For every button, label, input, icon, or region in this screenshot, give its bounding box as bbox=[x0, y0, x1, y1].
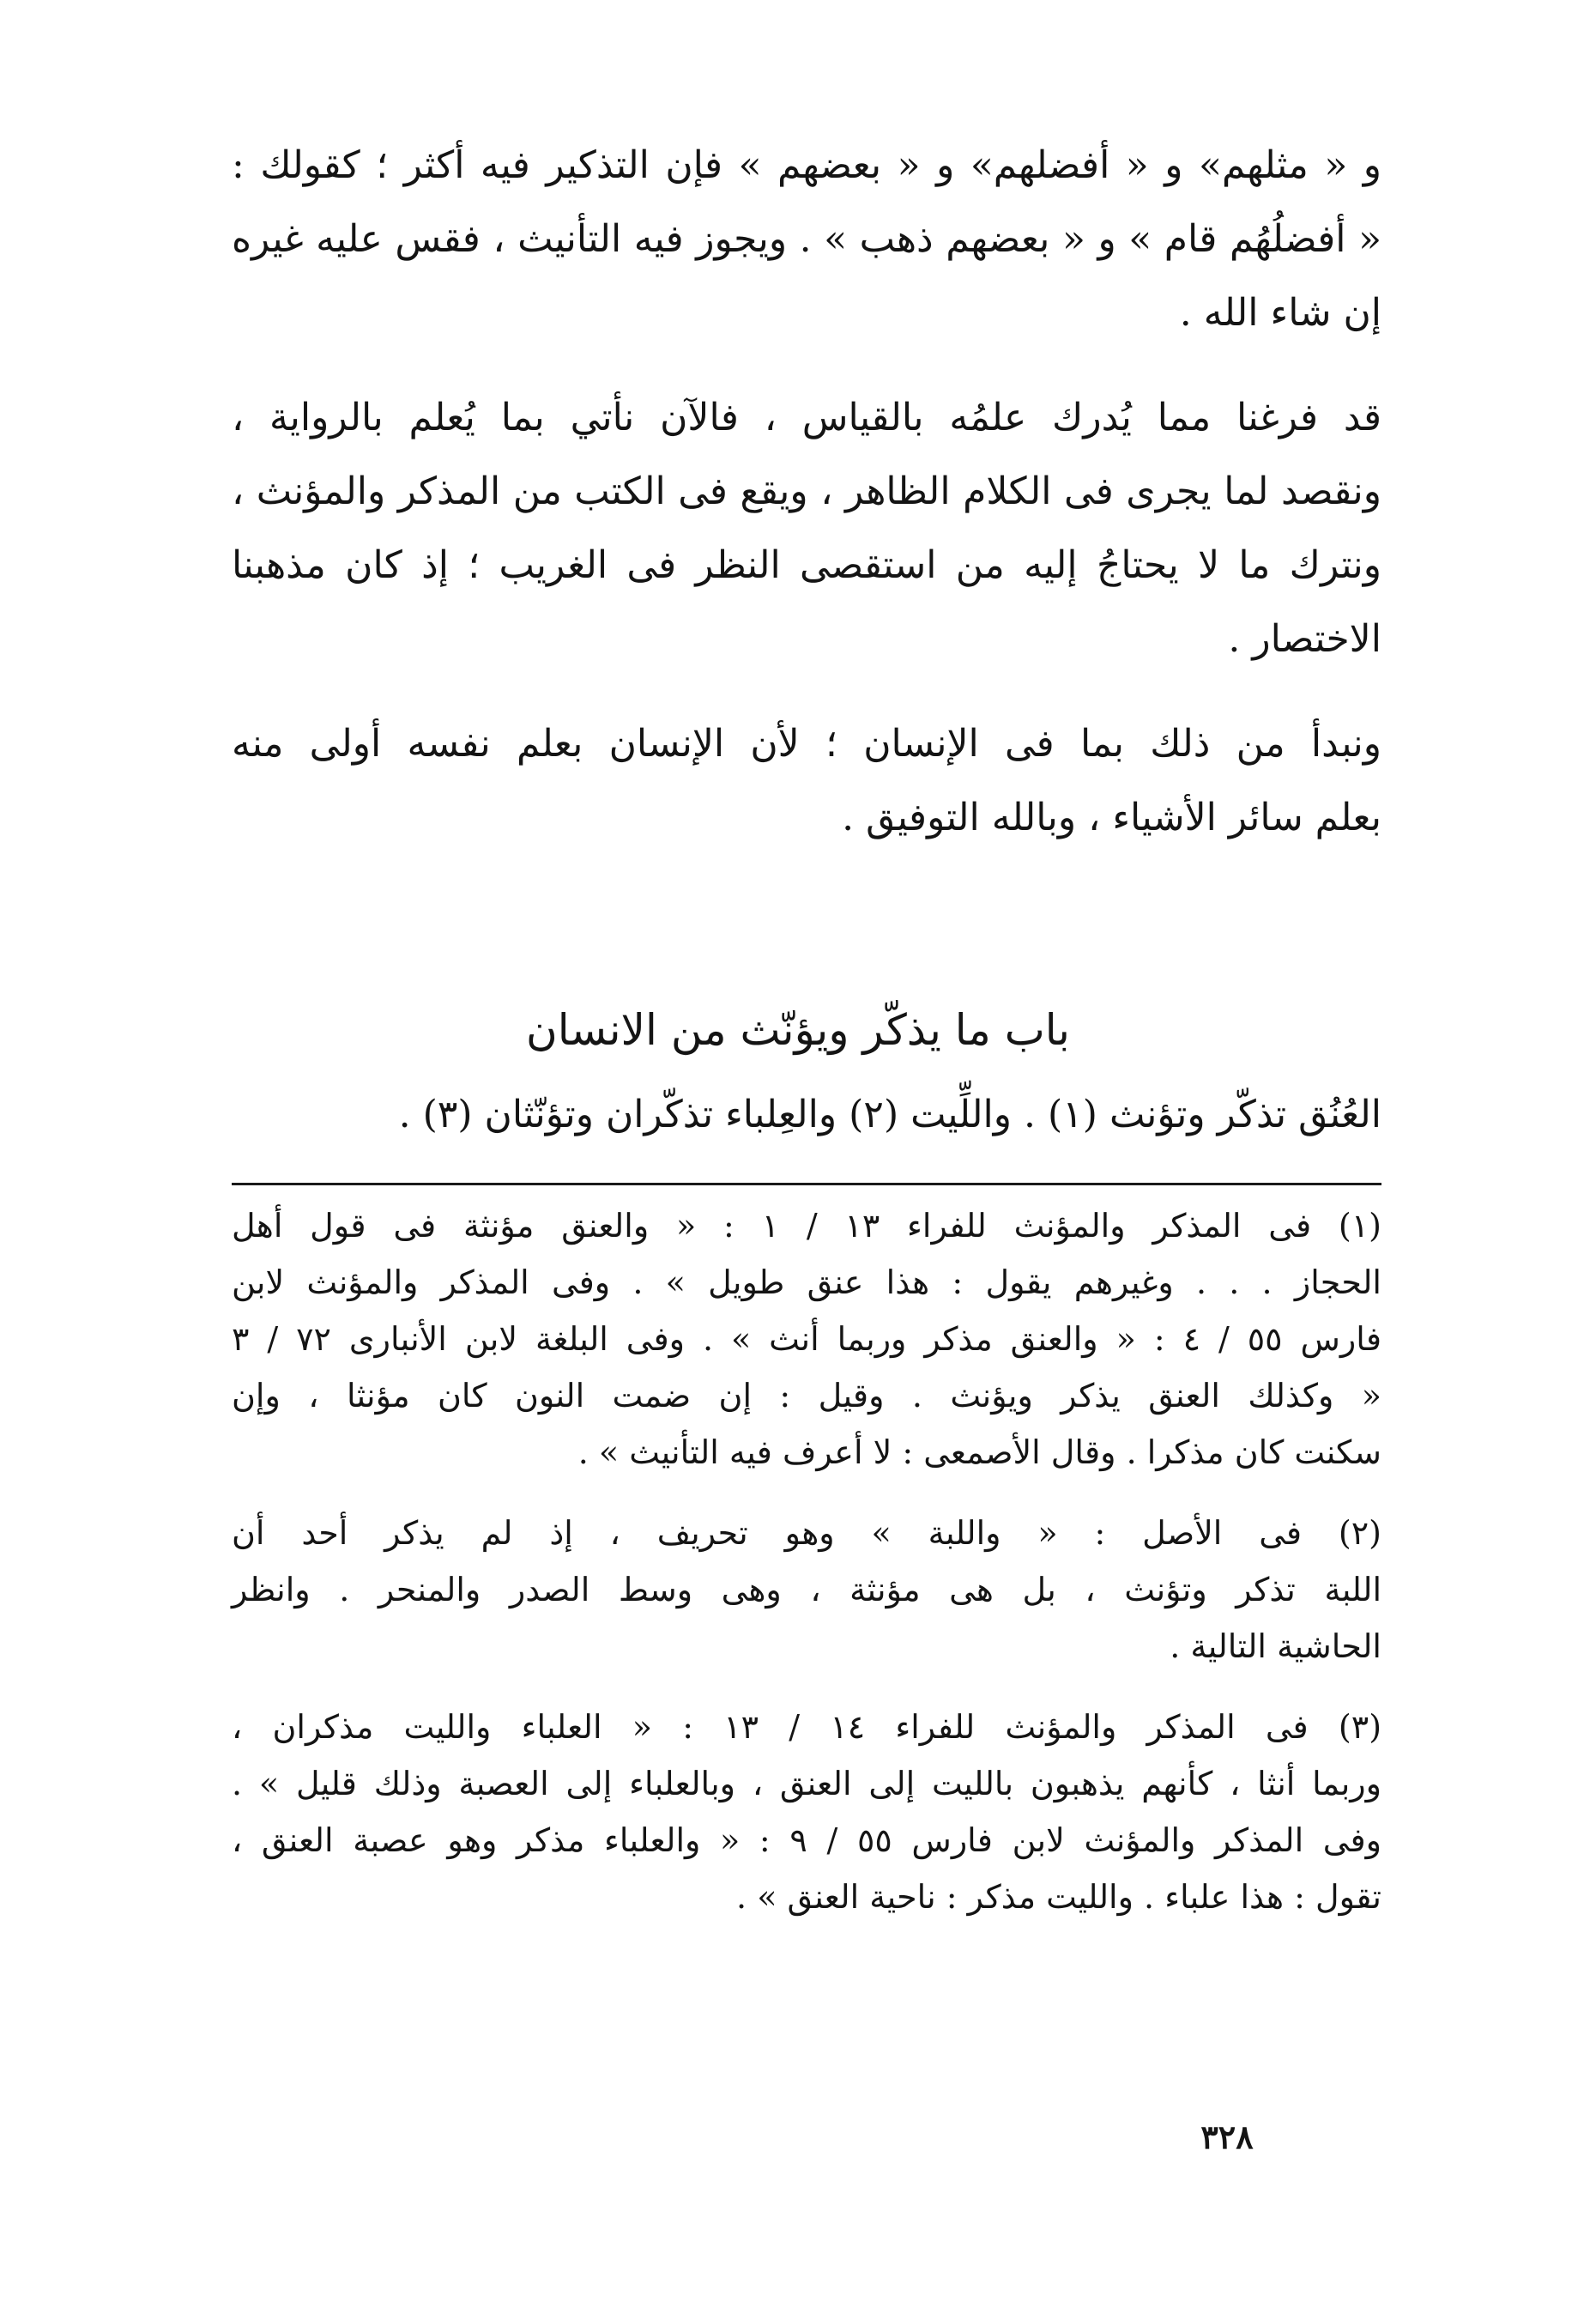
footnote-3 bbox=[232, 1699, 1381, 1925]
footnote-1 bbox=[232, 1197, 1381, 1481]
footnote-gap bbox=[232, 1481, 1381, 1505]
paragraph-1 bbox=[232, 129, 1381, 350]
footnote-line: فارس ٥٥ / ٤ : « والعنق مذكر وربما أنث » . وفى البلغة لابن الأنبارى ٧٢ / ٣ bbox=[232, 1320, 1381, 1358]
paragraph-gap bbox=[232, 350, 1381, 381]
footnote-line: سكنت كان مذكرا . وقال الأصمعى : لا أعرف فيه التأنيث » . bbox=[577, 1433, 1381, 1471]
page-number: ٣٢٨ bbox=[1200, 2117, 1254, 2156]
text-line: ونبدأ من ذلك بما فى الإنسان ؛ لأن الإنسان بعلم نفسه أولى منه bbox=[232, 722, 1381, 766]
entry-line: العُنُق تذكّر وتؤنث (١) . واللِّيت (٢) والعِلباء تذكّران وتؤنّثان (٣) . bbox=[398, 1093, 1381, 1136]
footnote-line: وربما أنثا ، كأنهم يذهبون بالليت إلى العنق ، وبالعلباء إلى العصبة وذلك قليل » . bbox=[232, 1765, 1381, 1802]
text-line: بعلم سائر الأشياء ، وبالله التوفيق . bbox=[842, 796, 1381, 839]
paragraph-gap bbox=[232, 676, 1381, 707]
footnote-line: (١) فى المذكر والمؤنث للفراء ١٣ / ١ : « والعنق مؤنثة فى قول أهل bbox=[232, 1207, 1381, 1245]
footnote-line: الحاشية التالية . bbox=[1170, 1627, 1381, 1665]
footnote-line: (٣) فى المذكر والمؤنث للفراء ١٤ / ١٣ : « العلباء والليت مذكران ، bbox=[232, 1708, 1382, 1746]
main-text bbox=[232, 129, 1381, 855]
footnote-line: تقول : هذا علباء . والليت مذكر : ناحية العنق » . bbox=[736, 1878, 1381, 1916]
text-line: ونقصد لما يجرى فى الكلام الظاهر ، ويقع فى الكتب من المذكر والمؤنث ، bbox=[232, 469, 1381, 513]
footnote-line: « وكذلك العنق يذكر ويؤنث . وقيل : إن ضمت النون كان مؤنثا ، وإن bbox=[232, 1377, 1381, 1415]
footnote-line: اللبة تذكر وتؤنث ، بل هى مؤنثة ، وهى وسط الصدر والمنحر . وانظر bbox=[232, 1571, 1381, 1608]
footnote-2 bbox=[232, 1505, 1381, 1675]
paragraph-2 bbox=[232, 381, 1381, 676]
text-line: ونترك ما لا يحتاجُ إليه من استقصى النظر فى الغريب ؛ إذ كان مذهبنا bbox=[232, 543, 1382, 587]
footnote-divider bbox=[232, 1183, 1381, 1185]
text-line: و « مثلهم» و « أفضلهم» و « بعضهم » فإن التذكير فيه أكثر ؛ كقولك : bbox=[232, 143, 1381, 187]
chapter-heading: باب ما يذكّر ويؤنّث من الانسان bbox=[526, 1005, 1070, 1055]
paragraph-3 bbox=[232, 707, 1381, 855]
footnote-line: الحجاز . . . وغيرهم يقول : هذا عنق طويل » . وفى المذكر والمؤنث لابن bbox=[232, 1263, 1381, 1301]
footnote-gap bbox=[232, 1675, 1381, 1699]
footnote-line: وفى المذكر والمؤنث لابن فارس ٥٥ / ٩ : « والعلباء مذكر وهو عصبة العنق ، bbox=[232, 1821, 1381, 1859]
footnotes bbox=[232, 1197, 1381, 1925]
text-line: إن شاء الله . bbox=[1179, 291, 1381, 335]
text-line: « أفضلُهُم قام » و « بعضهم ذهب » . ويجوز فيه التأنيث ، فقس عليه غيره bbox=[232, 217, 1381, 261]
text-line: الاختصار . bbox=[1228, 617, 1381, 661]
text-line: قد فرغنا مما يُدرك علمُه بالقياس ، فالآن نأتي بما يُعلم بالرواية ، bbox=[232, 396, 1381, 439]
footnote-line: (٢) فى الأصل : « واللبة » وهو تحريف ، إذ لم يذكر أحد أن bbox=[232, 1514, 1381, 1552]
